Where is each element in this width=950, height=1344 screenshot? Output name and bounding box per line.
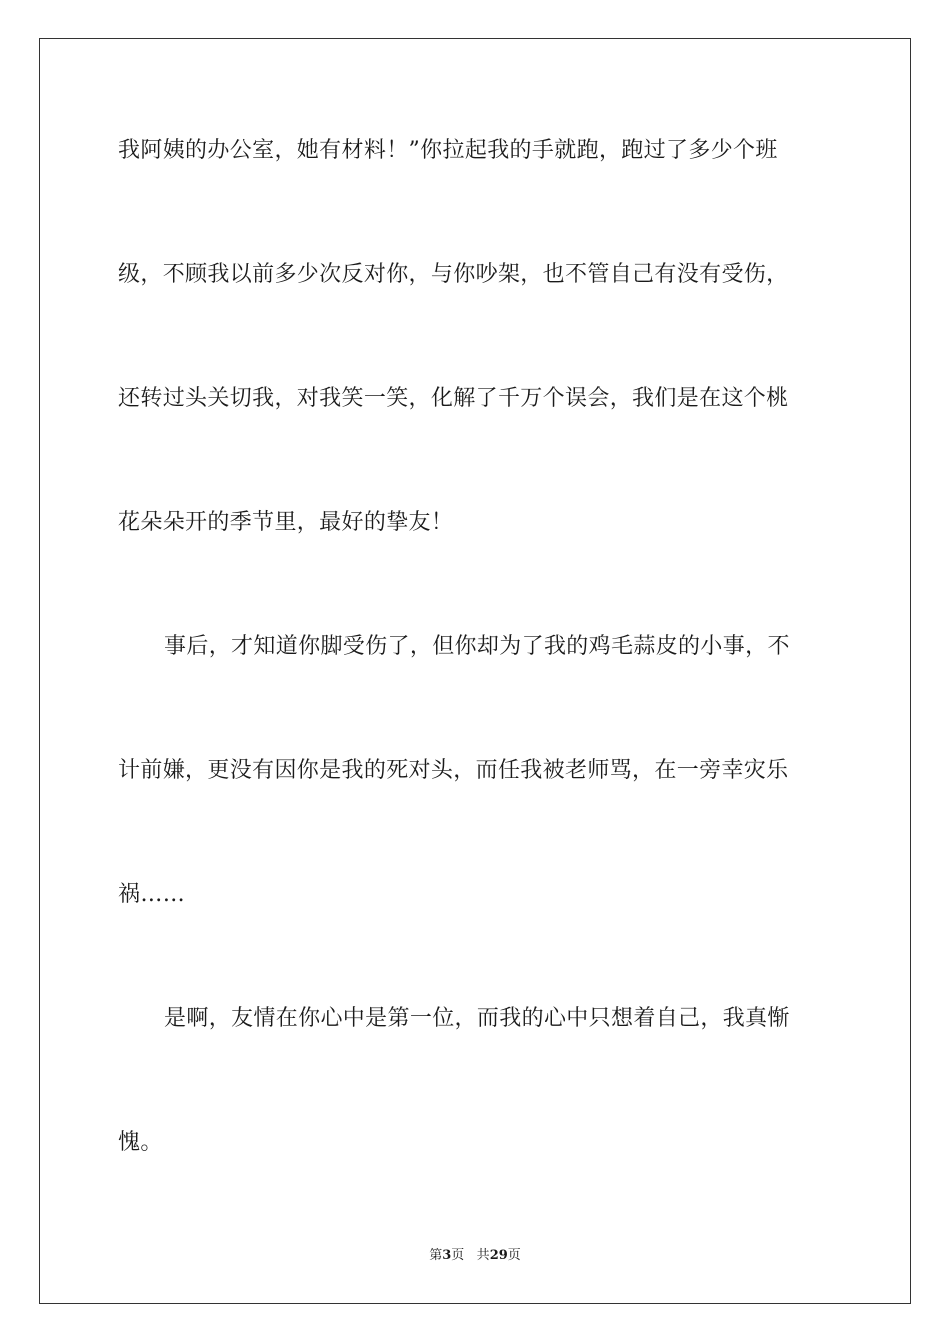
footer-page-prefix: 第 (429, 1248, 443, 1263)
text-line-9: 愧。 (118, 1130, 163, 1155)
page-footer (0, 1246, 950, 1266)
text-line-8: 是啊，友情在你心中是第一位，而我的心中只想着自己，我真惭 (164, 1006, 790, 1031)
text-line-4: 花朵朵开的季节里，最好的挚友！ (118, 510, 454, 535)
text-line-5: 事后，才知道你脚受伤了，但你却为了我的鸡毛蒜皮的小事，不 (164, 634, 790, 659)
footer-total-pages: 29 (489, 1248, 508, 1263)
text-line-1: 我阿姨的办公室，她有材料！”你拉起我的手就跑，跑过了多少个班 (118, 138, 778, 163)
text-line-3: 还转过头关切我，对我笑一笑，化解了千万个误会，我们是在这个桃 (118, 386, 789, 411)
text-line-6: 计前嫌，更没有因你是我的死对头，而任我被老师骂，在一旁幸灾乐 (118, 758, 789, 783)
page-border (39, 38, 911, 1304)
text-line-7: 祸…… (118, 882, 186, 907)
text-line-2: 级，不顾我以前多少次反对你，与你吵架，也不管自己有没有受伤， (118, 262, 789, 287)
footer-page-number: 3 (442, 1248, 452, 1263)
footer-total-prefix: 共 (476, 1248, 490, 1263)
footer-page-suffix: 页 (451, 1248, 465, 1263)
footer-total-suffix: 页 (507, 1248, 521, 1263)
